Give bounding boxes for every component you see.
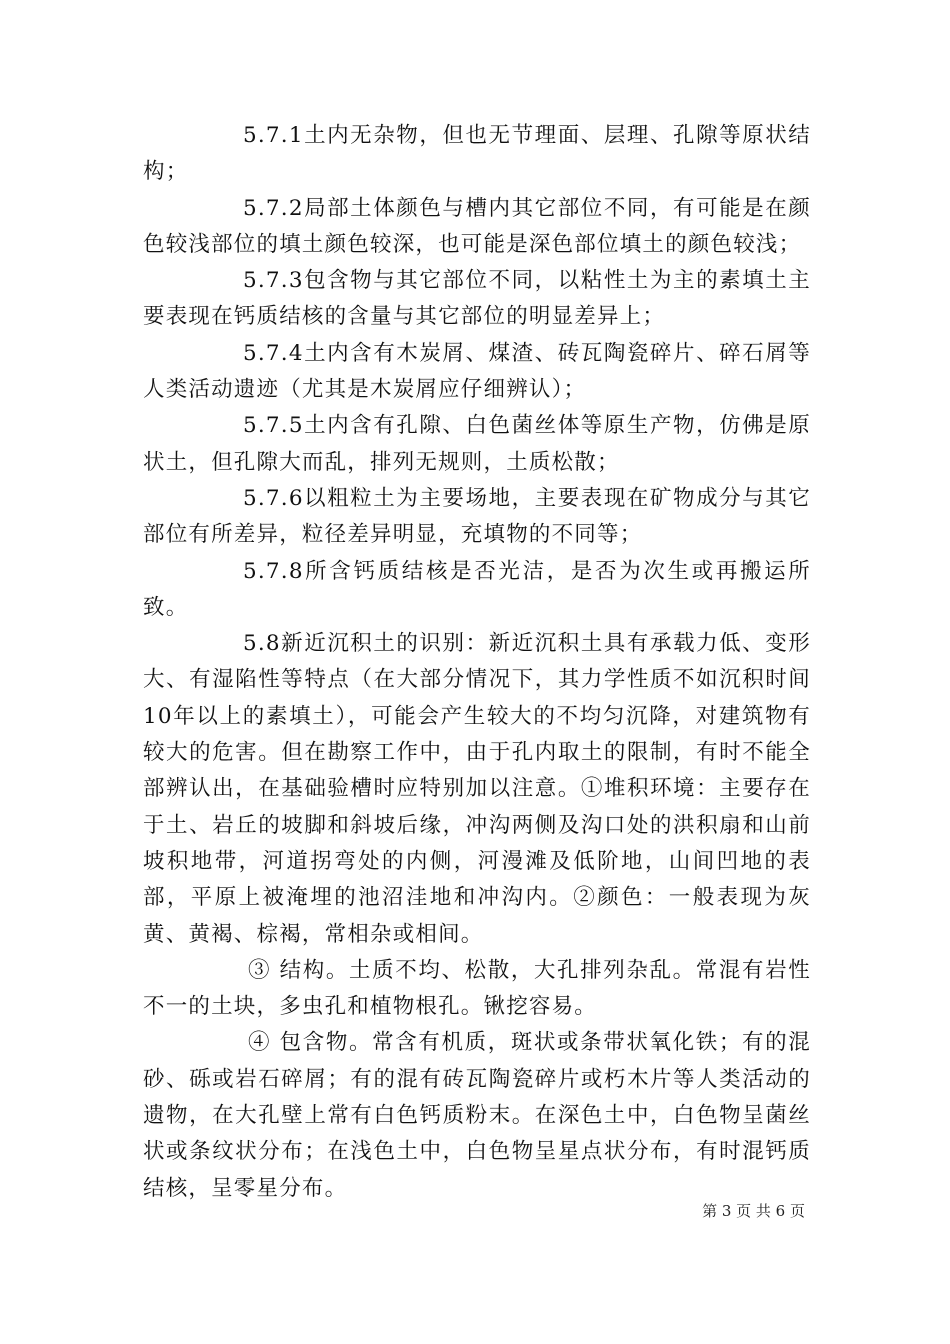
paragraph-5-7-1: 5.7.1土内无杂物，但也无节理面、层理、孔隙等原状结构； [143,123,811,185]
paragraph-5-7-3: 5.7.3包含物与其它部位不同，以粘性土为主的素填土主要表现在钙质结核的含量与其它部位的明显差异上； [143,268,811,330]
paragraph-inclusions: ④ 包含物。常含有机质，斑状或条带状氧化铁；有的混砂、砾或岩石碎屑；有的混有砖瓦陶瓷碎片或朽木片等人类活动的遗物，在大孔壁上常有白色钙质粉末。在深色土中，白色物呈菌丝状或条纹状分布；在浅色土中，白色物呈星点状分布，有时混钙质结核，呈零星分布。 [143,1030,811,1201]
page-number-footer: 第 3 页 共 6 页 [702,1202,805,1220]
paragraph-5-8: 5.8新近沉积土的识别：新近沉积土具有承载力低、变形大、有湿陷性等特点（在大部分情况下，其力学性质不如沉积时间10年以上的素填土），可能会产生较大的不均匀沉降，对建筑物有较大的危害。但在勘察工作中，由于孔内取土的限制，有时不能全部辨认出，在基础验槽时应特别加以注意。①堆积环境：主要存在于土、岩丘的坡脚和斜坡后缘，冲沟两侧及沟口处的洪积扇和山前坡积地带，河道拐弯处的内侧，河漫滩及低阶地，山间凹地的表部，平原上被淹埋的池沼洼地和冲沟内。②颜色：一般表现为灰黄、黄褐、棕褐，常相杂或相间。 [143,631,811,947]
document-body [143,118,811,1207]
paragraph-5-7-8: 5.7.8所含钙质结核是否光洁，是否为次生或再搬运所致。 [143,558,811,620]
paragraph-5-7-2: 5.7.2局部土体颜色与槽内其它部位不同，有可能是在颜色较浅部位的填土颜色较深，也可能是深色部位填土的颜色较浅； [143,195,811,257]
paragraph-5-7-4: 5.7.4土内含有木炭屑、煤渣、砖瓦陶瓷碎片、碎石屑等人类活动遗迹（尤其是木炭屑应仔细辨认）； [143,340,811,403]
paragraph-5-7-5: 5.7.5土内含有孔隙、白色菌丝体等原生产物，仿佛是原状土，但孔隙大而乱，排列无规则，土质松散； [143,413,811,475]
paragraph-structure: ③ 结构。土质不均、松散，大孔排列杂乱。常混有岩性不一的土块，多虫孔和植物根孔。锹挖容易。 [143,957,811,1020]
paragraph-5-7-6: 5.7.6以粗粒土为主要场地，主要表现在矿物成分与其它部位有所差异，粒径差异明显，充填物的不同等； [143,485,811,548]
